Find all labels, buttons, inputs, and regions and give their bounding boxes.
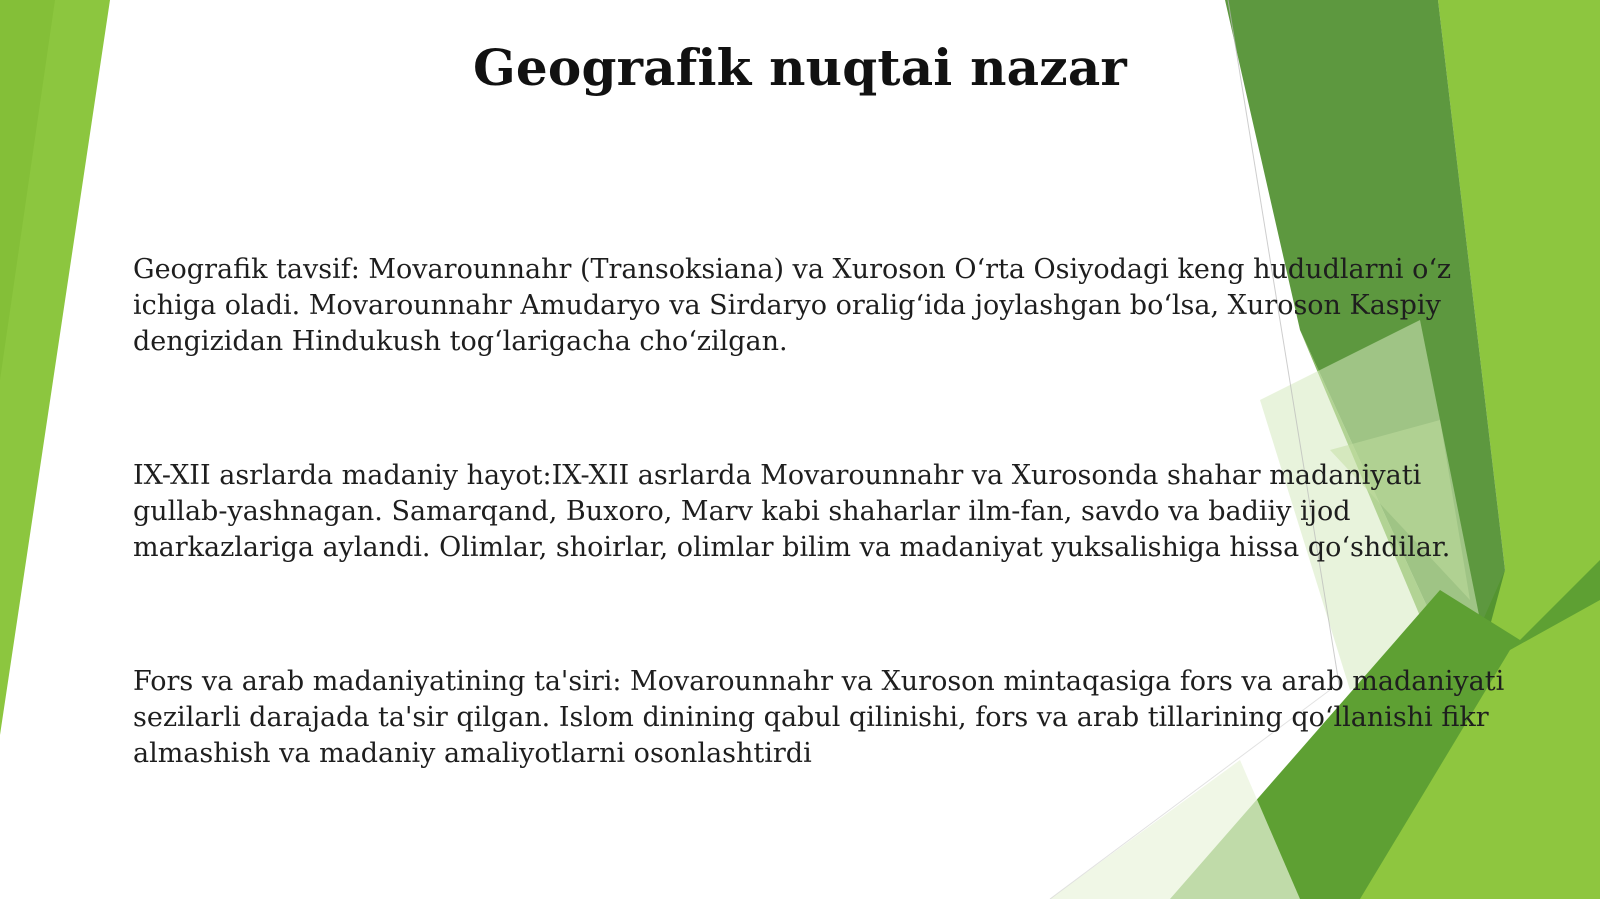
bottom-right-fade [1050,760,1300,899]
paragraph-cultural-life: IX-XII asrlarda madaniy hayot:IX-XII asrlarda Movarounnahr va Xurosonda shahar madaniyati gullab-yashnagan. Samarqand, Buxoro, Marv kabi shaharlar ilm-fan, savdo va badiiy ijod markazlariga aylandi. Olimlar, shoirlar, olimlar bilim va madaniyat yuksalishiga hissa qo‘shdilar. [133,460,1451,563]
slide-title: Geografik nuqtai nazar [473,38,1127,97]
paragraph-geographic-description: Geografik tavsif: Movarounnahr (Transoksiana) va Xuroson O‘rta Osiyodagi keng hududlarni o‘z ichiga oladi. Movarounnahr Amudaryo va Sirdaryo oralig‘ida joylashgan bo‘lsa, Xuroson Kaspiy dengizidan Hindukush tog‘larigacha cho‘zilgan. [133,254,1452,357]
paragraph-persian-arab-influence: Fors va arab madaniyatining ta'siri: Movarounnahr va Xuroson mintaqasiga fors va arab madaniyati sezilarli darajada ta'sir qilgan. Islom dinining qabul qilinishi, fors va arab tillarining qo‘llanishi fikr almashish va madaniy amaliyotlarni osonlashtirdi [133,666,1505,769]
